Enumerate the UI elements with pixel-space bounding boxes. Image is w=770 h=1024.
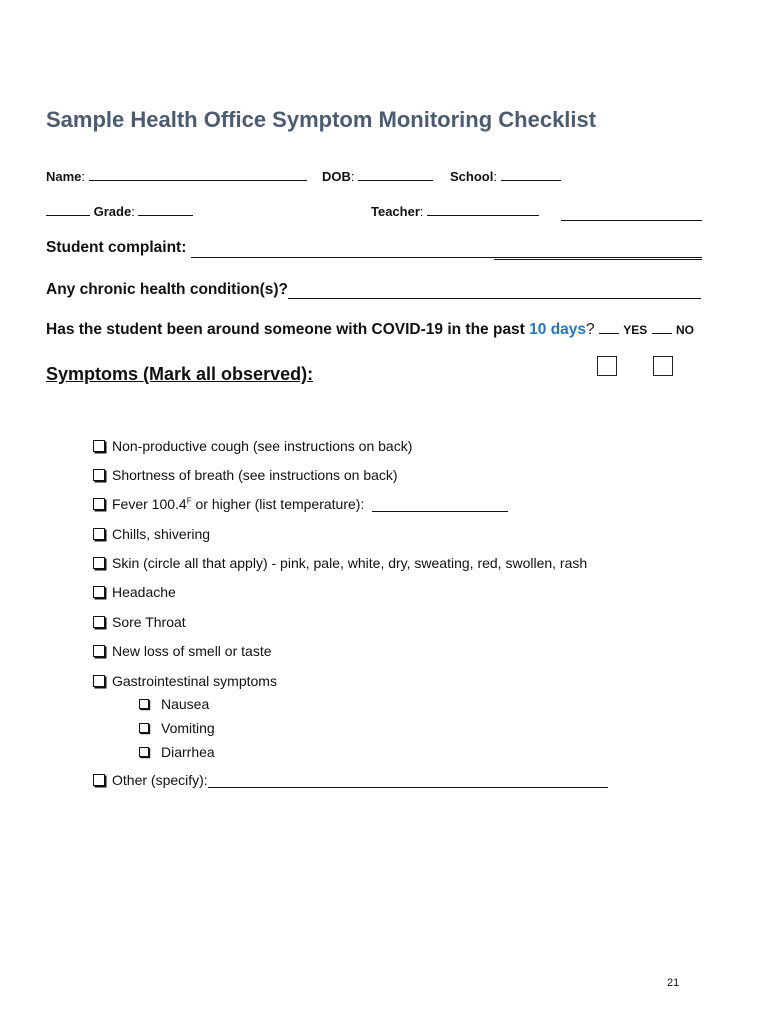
- name-colon: :: [81, 169, 86, 184]
- checkbox-icon[interactable]: [93, 498, 105, 510]
- dob-field[interactable]: [358, 166, 433, 181]
- no-checkbox[interactable]: [653, 356, 673, 376]
- covid-question: [46, 321, 694, 339]
- fever-label-b: or higher (list temperature):: [191, 496, 365, 512]
- covid-days: 10 days: [529, 321, 587, 338]
- covid-qmark: ?: [586, 321, 595, 338]
- no-label: NO: [675, 323, 694, 337]
- page-title: Sample Health Office Symptom Monitoring Checklist: [46, 107, 597, 132]
- checkbox-icon[interactable]: [93, 586, 105, 598]
- teacher-field[interactable]: [427, 201, 539, 216]
- complaint-row: [46, 239, 186, 257]
- yes-blank[interactable]: [599, 323, 619, 334]
- grade-row: [46, 201, 193, 219]
- teacher-row: [371, 201, 539, 219]
- grade-field[interactable]: [46, 201, 90, 216]
- checkbox-icon[interactable]: [93, 616, 105, 628]
- yes-label: YES: [623, 323, 648, 337]
- grade-label: Grade: [93, 204, 132, 219]
- symptom-fever[interactable]: [93, 496, 508, 512]
- symptom-skin[interactable]: [93, 555, 587, 571]
- dob-colon: :: [350, 169, 355, 184]
- symptom-diarrhea-label: Diarrhea: [161, 744, 215, 760]
- symptom-fever-label: [112, 496, 364, 512]
- covid-label: Has the student been around someone with COVID-19 in the past: [46, 321, 525, 338]
- checkbox-icon[interactable]: [93, 774, 105, 786]
- symptoms-heading: Symptoms (Mark all observed):: [46, 364, 314, 384]
- symptom-smell-taste-label: New loss of smell or taste: [112, 643, 272, 659]
- no-blank[interactable]: [652, 323, 672, 334]
- yes-checkbox[interactable]: [597, 356, 617, 376]
- grade-colon: :: [131, 204, 135, 219]
- complaint-label: Student complaint:: [46, 239, 187, 256]
- name-field[interactable]: [89, 166, 307, 181]
- complaint-field-line-2: [494, 259, 702, 260]
- teacher-colon: :: [419, 204, 424, 219]
- symptom-gi-label: Gastrointestinal symptoms: [112, 673, 277, 689]
- symptom-cough-label: Non-productive cough (see instructions on back): [112, 438, 413, 454]
- symptom-gi[interactable]: [93, 673, 277, 689]
- dob-label: DOB: [322, 169, 351, 184]
- symptom-headache-label: Headache: [112, 584, 176, 600]
- checkbox-icon[interactable]: [139, 747, 149, 757]
- school-colon: :: [493, 169, 497, 184]
- checkbox-icon[interactable]: [139, 723, 149, 733]
- symptom-other[interactable]: [93, 772, 608, 788]
- checkbox-icon[interactable]: [93, 675, 105, 687]
- symptom-cough[interactable]: [93, 438, 412, 454]
- symptom-vomiting-label: Vomiting: [161, 720, 215, 736]
- chronic-field[interactable]: [288, 284, 701, 299]
- symptom-smell-taste[interactable]: [93, 643, 272, 659]
- other-specify-field[interactable]: [208, 773, 608, 788]
- checkbox-icon[interactable]: [139, 699, 149, 709]
- symptom-headache[interactable]: [93, 584, 176, 600]
- chronic-label: Any chronic health condition(s)?: [46, 281, 288, 298]
- symptom-chills-label: Chills, shivering: [112, 526, 211, 542]
- symptom-breath[interactable]: [93, 467, 398, 483]
- checkbox-icon[interactable]: [93, 528, 105, 540]
- symptom-skin-label: Skin (circle all that apply) - pink, pale, white, dry, sweating, red, swollen, rash: [112, 555, 588, 571]
- symptom-vomiting[interactable]: [139, 720, 215, 736]
- checkbox-icon[interactable]: [93, 645, 105, 657]
- grade-extra-field[interactable]: [138, 201, 193, 216]
- symptom-other-label: Other (specify):: [112, 772, 208, 788]
- checkbox-icon[interactable]: [93, 469, 105, 481]
- checkbox-icon[interactable]: [93, 440, 105, 452]
- symptom-breath-label: Shortness of breath (see instructions on back): [112, 467, 398, 483]
- symptom-nausea[interactable]: [139, 696, 209, 712]
- name-label: Name: [46, 169, 82, 184]
- teacher-label: Teacher: [371, 204, 420, 219]
- symptom-sore-throat-label: Sore Throat: [112, 614, 186, 630]
- dob-row: [322, 166, 433, 184]
- fever-label-a: Fever 100.4: [112, 496, 187, 512]
- name-row: [46, 166, 307, 184]
- symptom-nausea-label: Nausea: [161, 696, 210, 712]
- checkbox-icon[interactable]: [93, 557, 105, 569]
- symptom-diarrhea[interactable]: [139, 744, 215, 760]
- symptom-chills[interactable]: [93, 526, 210, 542]
- school-label: School: [450, 169, 494, 184]
- temperature-field[interactable]: [372, 497, 508, 512]
- school-field[interactable]: [501, 166, 561, 181]
- extra-line-field[interactable]: [561, 206, 702, 221]
- chronic-row: [46, 281, 288, 299]
- page-number: 21: [667, 977, 680, 989]
- school-row: [450, 166, 561, 184]
- symptom-sore-throat[interactable]: [93, 614, 186, 630]
- fever-unit: F: [186, 496, 192, 506]
- complaint-field[interactable]: [191, 243, 702, 258]
